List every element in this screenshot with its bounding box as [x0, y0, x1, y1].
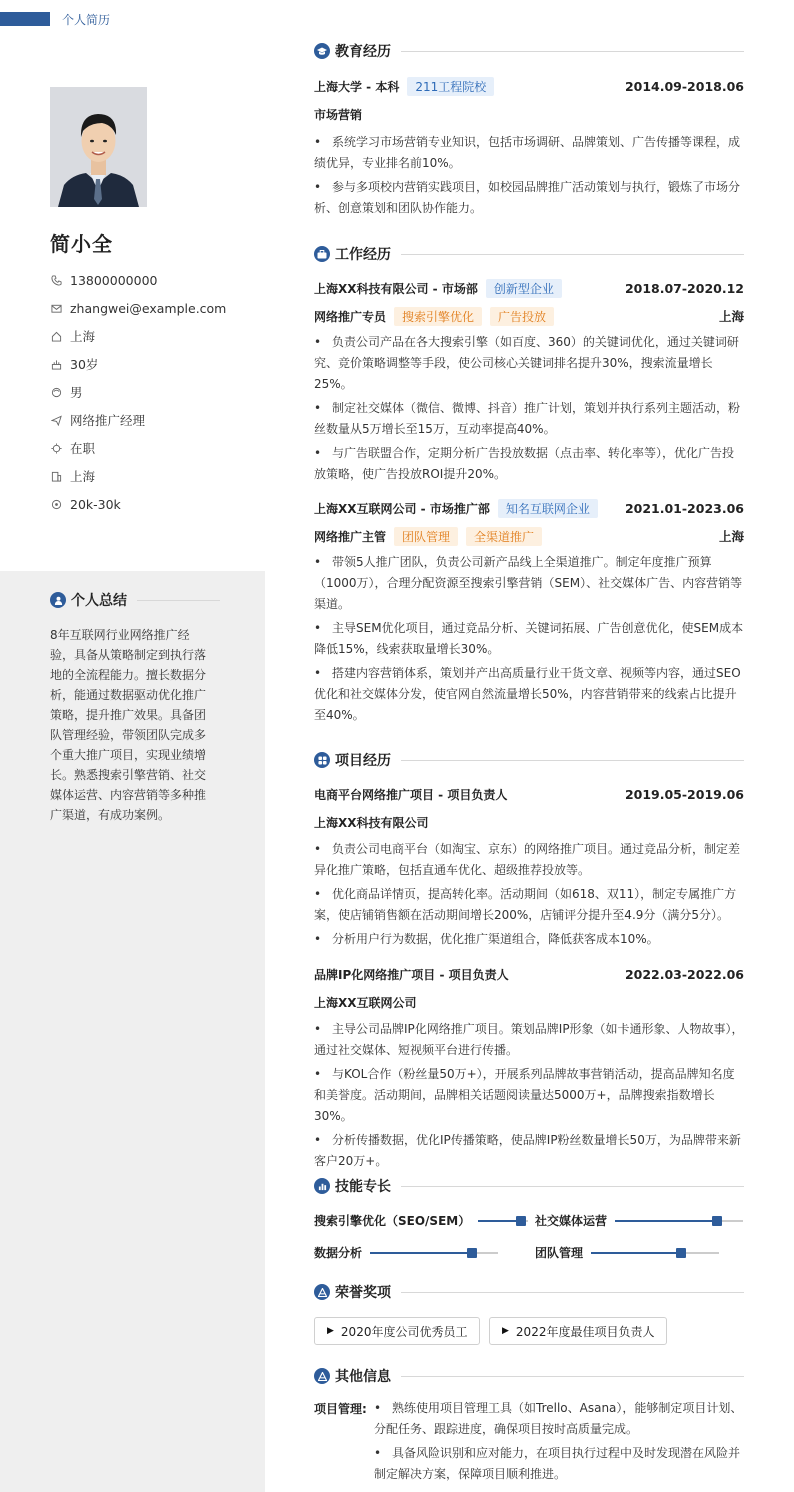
info-text: zhangwei@example.com [70, 300, 227, 316]
project-bullets [314, 839, 744, 953]
list-item: • 具备风险识别和应对能力，在项目执行过程中及时发现潜在风险并制定解决方案，保障项目顺利推进。 [374, 1446, 741, 1481]
skill-bar-fill [591, 1252, 681, 1254]
education-section-header [314, 41, 744, 61]
awards-section-header [314, 1282, 744, 1302]
skill-bar-knob [516, 1216, 526, 1226]
award-chip [489, 1317, 667, 1345]
triangle-icon: ▶ [327, 1326, 334, 1336]
skill-item [535, 1244, 719, 1261]
skill-bar [591, 1252, 719, 1254]
info-text: 男 [70, 385, 83, 400]
list-item: • 分析传播数据，优化IP传播策略，使品牌IP粉丝数量增长50万，为品牌带来新客户20万+。 [314, 1133, 741, 1168]
send-icon [50, 414, 62, 426]
project-date: 2022.03-2022.06 [624, 966, 744, 982]
divider [401, 1292, 744, 1293]
project-row [314, 784, 744, 804]
home-icon [50, 330, 62, 342]
skill-bar-fill [615, 1220, 717, 1222]
skill-bar-fill [370, 1252, 472, 1254]
info-status [50, 434, 250, 462]
briefcase-icon [314, 246, 330, 262]
info-email [50, 294, 250, 322]
skill-item [314, 1244, 498, 1261]
divider [401, 1186, 744, 1187]
skill-bar-knob [467, 1248, 477, 1258]
mail-icon [50, 302, 62, 314]
list-item: • 主导公司品牌IP化网络推广项目。策划品牌IP形象（如卡通形象、人物故事），通过社交媒体、短视频平台进行传播。 [314, 1022, 744, 1057]
skill-name: 搜索引擎优化（SEO/SEM） [314, 1214, 471, 1228]
job-city: 上海 [718, 529, 744, 544]
project-company: 上海XX互联网公司 [314, 996, 417, 1010]
header-accent-bar [0, 12, 50, 26]
job-role-row [314, 526, 744, 546]
projects-section-header [314, 750, 744, 770]
school-tag: 211工程院校 [407, 77, 494, 96]
section-title: 个人总结 [71, 593, 127, 609]
divider [401, 51, 744, 52]
info-age [50, 350, 250, 378]
job-role: 网络推广主管 [314, 529, 387, 544]
list-item: • 制定社交媒体（微信、微博、抖音）推广计划，策划并执行系列主题活动，粉丝数量从5万增长至15万，互动率提高40%。 [314, 401, 741, 436]
section-title: 技能专长 [335, 1179, 391, 1195]
award-label: 2022年度最佳项目负责人 [515, 1324, 655, 1339]
status-icon [50, 442, 62, 454]
skill-tag: 广告投放 [490, 307, 554, 326]
award-chip [314, 1317, 480, 1345]
section-title: 项目经历 [335, 753, 391, 769]
list-item: • 系统学习市场营销专业知识，包括市场调研、品牌策划、广告传播等课程，成绩优异，专业排名前10%。 [314, 135, 741, 170]
info-text: 30岁 [70, 357, 99, 372]
skill-bar-fill [478, 1220, 521, 1222]
skill-name: 社交媒体运营 [535, 1214, 608, 1228]
phone-icon [50, 274, 62, 286]
job-row [314, 498, 744, 518]
summary-text: 8年互联网行业网络推广经验，具备从策略制定到执行落地的全流程能力。擅长数据分析，能通过数据驱动优化推广策略，提升推广效果。具备团队管理经验，带领团队完成多个重大推广项目，实现业绩增长。熟悉搜索引擎营销、社交媒体运营、内容营销等多种推广渠道，有成功案例。 [50, 628, 207, 822]
divider [137, 600, 220, 601]
info-city [50, 462, 250, 490]
school-name: 上海大学 - 本科 [314, 79, 400, 94]
skill-bar [478, 1220, 528, 1222]
avatar [50, 87, 147, 207]
project-date: 2019.05-2019.06 [624, 786, 744, 802]
section-title: 教育经历 [335, 44, 391, 60]
candidate-name: 简小全 [50, 232, 113, 256]
skill-tag: 全渠道推广 [466, 527, 542, 546]
section-title: 荣誉奖项 [335, 1285, 391, 1301]
skill-bar-knob [712, 1216, 722, 1226]
list-item: • 与广告联盟合作，定期分析广告投放数据（点击率、转化率等），优化广告投放策略，使广告投放ROI提升20%。 [314, 446, 735, 481]
job-row [314, 278, 744, 298]
skill-item [535, 1212, 743, 1229]
info-salary [50, 490, 250, 518]
info-text: 13800000000 [70, 272, 158, 288]
job-date: 2021.01-2023.06 [624, 500, 744, 516]
page-title: 个人简历 [62, 13, 111, 27]
project-bullets [314, 1019, 744, 1175]
job-city: 上海 [718, 309, 744, 324]
work-section-header [314, 244, 744, 264]
list-item: • 搭建内容营销体系，策划并产出高质量行业干货文章、视频等内容，通过SEO优化和社交媒体分发，使官网自然流量增长50%，内容营销带来的线索占比提升至40%。 [314, 666, 741, 722]
company-tag: 知名互联网企业 [498, 499, 598, 518]
company-name: 上海XX科技有限公司 - 市场部 [314, 281, 478, 296]
other-label: 项目管理: [314, 1402, 367, 1416]
gender-icon [50, 386, 62, 398]
list-item: • 负责公司产品在各大搜索引擎（如百度、360）的关键词优化，通过关键词研究、竞价策略调整等手段，使公司核心关键词排名提升30%，搜索流量增长25%。 [314, 335, 739, 391]
triangle-icon: ▶ [502, 1326, 509, 1336]
skill-bar-knob [676, 1248, 686, 1258]
info-position [50, 406, 250, 434]
list-item: • 优化商品详情页，提高转化率。活动期间（如618、双11），制定专属推广方案，使店铺销售额在活动期间增长200%，店铺评分提升至4.9分（满分5分）。 [314, 887, 737, 922]
skill-bar [370, 1252, 498, 1254]
skill-item [314, 1212, 528, 1229]
divider [401, 760, 744, 761]
cake-icon [50, 358, 62, 370]
graduation-cap-icon [314, 43, 330, 59]
section-title: 工作经历 [335, 247, 391, 263]
education-bullets [314, 132, 744, 222]
skill-tag: 团队管理 [394, 527, 458, 546]
building-icon [50, 470, 62, 482]
info-text: 上海 [70, 329, 96, 344]
skill-tag: 搜索引擎优化 [394, 307, 482, 326]
award-label: 2020年度公司优秀员工 [340, 1324, 468, 1339]
info-location [50, 322, 250, 350]
education-row [314, 76, 744, 96]
major: 市场营销 [314, 108, 363, 122]
list-item: • 熟练使用项目管理工具（如Trello、Asana），能够制定项目计划、分配任务、跟踪进度，确保项目按时高质量完成。 [374, 1401, 743, 1436]
list-item: • 带领5人推广团队，负责公司新产品线上全渠道推广。制定年度推广预算（1000万），合理分配资源至搜索引擎营销（SEM）、社交媒体广告、内容营销等渠道。 [314, 555, 743, 611]
education-date: 2014.09-2018.06 [624, 78, 744, 94]
list-item: • 主导SEM优化项目，通过竞品分析、关键词拓展、广告创意优化，使SEM成本降低15%，线索获取量增长30%。 [314, 621, 744, 656]
skill-name: 团队管理 [535, 1246, 584, 1260]
info-text: 网络推广经理 [70, 413, 146, 428]
skill-bar [615, 1220, 743, 1222]
salary-icon [50, 498, 62, 510]
project-name: 电商平台网络推广项目 - 项目负责人 [314, 787, 508, 802]
other-section-header [314, 1366, 744, 1386]
project-row [314, 964, 744, 984]
person-icon [50, 592, 66, 608]
section-title: 其他信息 [335, 1369, 391, 1385]
divider [401, 254, 744, 255]
company-tag: 创新型企业 [486, 279, 562, 298]
project-company: 上海XX科技有限公司 [314, 816, 429, 830]
job-date: 2018.07-2020.12 [624, 280, 744, 296]
summary-section-header [50, 590, 220, 610]
info-icon [314, 1368, 330, 1384]
other-bullets [374, 1398, 746, 1488]
job-role: 网络推广专员 [314, 309, 387, 324]
divider [401, 1376, 744, 1377]
project-name: 品牌IP化网络推广项目 - 项目负责人 [314, 967, 509, 982]
list-item: • 负责公司电商平台（如淘宝、京东）的网络推广项目。通过竞品分析，制定差异化推广策略，包括直通车优化、超级推荐投放等。 [314, 842, 741, 877]
info-text: 20k-30k [70, 496, 121, 512]
job-role-row [314, 306, 744, 326]
info-phone [50, 266, 250, 294]
info-gender [50, 378, 250, 406]
info-text: 上海 [70, 469, 96, 484]
contact-info-list [50, 266, 250, 518]
list-item: • 分析用户行为数据，优化推广渠道组合，降低获客成本10%。 [314, 932, 659, 946]
info-text: 在职 [70, 441, 96, 456]
skill-name: 数据分析 [314, 1246, 363, 1260]
skills-section-header [314, 1176, 744, 1196]
job-bullets [314, 332, 744, 488]
company-name: 上海XX互联网公司 - 市场推广部 [314, 501, 490, 516]
list-item: • 参与多项校内营销实践项目，如校园品牌推广活动策划与执行，锻炼了市场分析、创意策划和团队协作能力。 [314, 180, 741, 215]
bar-chart-icon [314, 1178, 330, 1194]
list-item: • 与KOL合作（粉丝量50万+），开展系列品牌故事营销活动，提高品牌知名度和美誉度。活动期间，品牌相关话题阅读量达5000万+，品牌搜索指数增长30%。 [314, 1067, 735, 1123]
grid-icon [314, 752, 330, 768]
award-icon [314, 1284, 330, 1300]
job-bullets [314, 552, 744, 729]
